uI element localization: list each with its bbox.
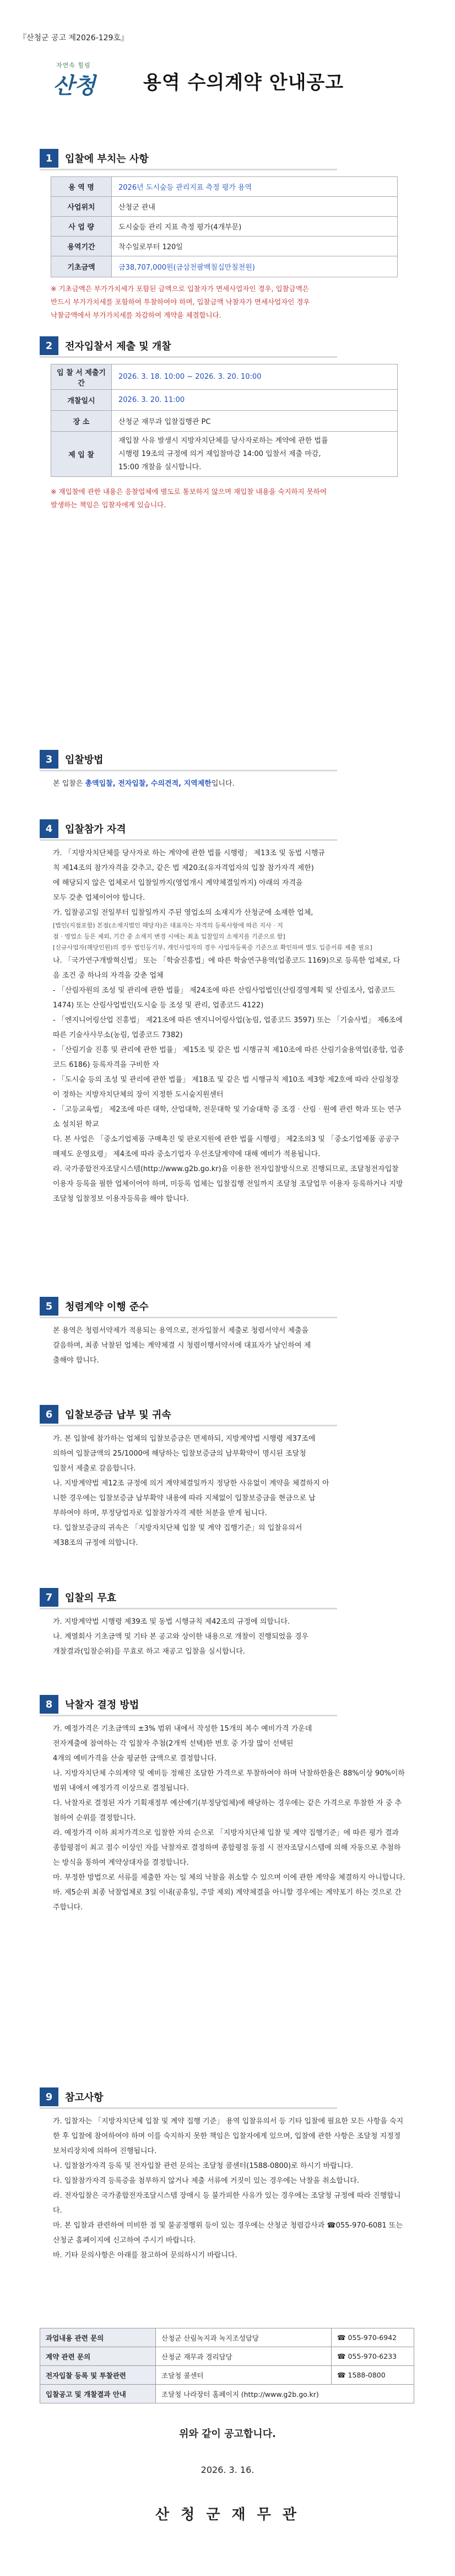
row-label: 입 찰 서 제출기간 <box>51 364 112 390</box>
contact-label: 과업내용 관련 문의 <box>40 2328 156 2347</box>
section-title: 전자입찰서 제출 및 개찰 <box>65 341 171 352</box>
table-row <box>40 2385 414 2403</box>
section-number: 8 <box>40 1695 58 1714</box>
section-divider <box>40 356 337 358</box>
row-label: 제 입 찰 <box>51 432 112 477</box>
submission-period: 2026. 3. 18. 10:00 ~ 2026. 3. 20. 10:00 <box>112 364 398 390</box>
row-label: 용 역 명 <box>51 177 112 197</box>
base-amount: 금38,707,000원(금삼천팔백칠십만칠천원) <box>112 256 398 277</box>
section-divider <box>40 1608 337 1609</box>
table-row <box>40 2366 414 2385</box>
row-label: 사업위치 <box>51 197 112 217</box>
qualification-text: 가. 「지방자치단체를 당사자로 하는 계약에 관한 법률 시행령」 제13조 및 동법 시행규 칙 제14조의 참가자격을 갖추고, 같은 법 제20조(유자격업자의 입찰 참가자격 제한) 에 해당되지 않은 업체로서 입찰일까지(영업개시 계약체결일까지) 아래의 자격을 모두 갖춘 업체이어야 합니다. 가. 입찰공고일 전일부터 입찰일까지 주된 영업소의 소재지가 산청군에 소재한 업체, [법인(지점포함) 본점(소재지법인 해당자)은 대표자는 자격의 등록사항에 따른 지사ᆞ지 점ᆞ영업소 등은 제외, 기간 중 소재지 변경 시에는 최초 입찰일의 소재지를 기준으로 함] [신규사업자(해당인원)의 경우 법인등기부, 개인사업자의 경우 사업자등록증 기준으로 확인하며 별도 입증서류 제출 필요] 나. 「국가연구개발혁신법」 또는 「학술진흥법」에 따른 학술연구용역(업종코드 1169)으로 등록한 업체로, 다음 조건 중 하나의 자격을 갖춘 업체 - 「산림자원의 조성 및 관리에 관한 법률」 제24조에 따른 산림사업법인(산림경영계획 및 산림조사, 업종코드 1474) 또는 산림사업법인(도시숲 등 조성 및 관리, 업종코드 4122) - 「엔지니어링산업 진흥법」 제21조에 따른 엔지니어링사업(농림, 업종코드 3597) 또는 「기술사법」 제6조에 따른 기술사사무소(농림, 업종코드 7382) - 「산림기술 진흥 및 관리에 관한 법률」 제15조 및 같은 법 시행규칙 제10조에 따른 산림기술용역업(종합, 업종코드 6186) 등록자격을 구비한 자 - 「도시숲 등의 조성 및 관리에 관한 법률」 제18조 및 같은 법 시행규칙 제10조 제3항 제2호에 따라 산림청장이 정하는 지방자치단체의 장이 지정한 도시숲지원센터 - 「고등교육법」 제2조에 따른 대학, 산업대학, 전문대학 및 기술대학 중 조경ᆞ산림ᆞ원예 관련 학과 또는 연구소 설치된 학교 다. 본 사업은 「중소기업제품 구매촉진 및 판로지원에 관한 법률 시행령」 제2조의3 및 「중소기업제품 공공구매제도 운영요령」 제4조에 따라 중소기업자 우선조달계약에 대해 예비가 적용됩니다. 라. 국가종합전자조달시스템(http://www.g2b.go.kr)을 이용한 전자입찰방식으로 진행되므로, 조달청전자입찰 이용자 등록을 필한 업체이어야 하며, 미등록 업체는 입찰집행 전일까지 조달청 조달업무 이용자 등록하거나 지방조달청 입찰정보 이용자등록을 해야 합니다. <box>53 849 404 1203</box>
notice-number: 『산청군 공고 제2026-129호』 <box>19 34 128 42</box>
section-4-header <box>40 819 126 838</box>
section-1-header <box>40 149 149 168</box>
reference-text: 가. 입찰자는 「지방자치단체 입찰 및 계약 집행 기준」 용역 입찰유의서 등 기타 입찰에 필요한 모든 사항을 숙지한 후 입찰에 참여하여야 하며 이를 숙지하지 못한 책임은 입찰자에게 있으며, 입찰에 관한 사항은 조달청 지정정보처리장치에 의하여 진행됩니다. 나. 입찰참가자격 등록 및 전자입찰 관련 문의는 조달청 콜센터(1588-0800)로 하시기 바랍니다. 다. 입찰참가자격 등록증을 첨부하지 않거나 제출 서류에 거짓이 있는 경우에는 낙찰을 취소합니다. 라. 전자입찰은 국가종합전자조달시스템 장애시 등 불가피한 사유가 있는 경우에는 조달청 규정에 따라 진행합니다. 마. 본 입찰과 관련하여 미비한 점 및 불공정행위 등이 있는 경우에는 산청군 청렴감사과 ☎055-970-6081 또는 산청군 홈페이지에 신고하여 주시기 바랍니다. 바. 기타 문의사항은 아래를 참고하여 문의하시기 바랍니다. <box>53 2117 404 2260</box>
table-row <box>51 432 398 477</box>
bid-method-text: 본 입찰은 총액입찰, 전자입찰, 수의견적, 지역제한입니다. <box>53 780 235 788</box>
section-divider <box>40 2107 337 2109</box>
contact-label: 전자입찰 등록 및 투찰관련 <box>40 2366 156 2385</box>
project-location: 산청군 관내 <box>112 197 398 217</box>
closing-statement: 위와 같이 공고합니다. <box>179 2428 276 2440</box>
section-7-header <box>40 1588 116 1607</box>
vat-note: ※ 기초금액은 부가가치세가 포함된 금액으로 입찰자가 면세사업자인 경우, 입찰금액은 반드시 부가가치세를 포함하여 투찰하여야 하며, 입찰금액 낙찰자가 면세사업자인 경우 낙찰금액에서 부가가치세를 차감하여 계약을 체결합니다. <box>51 285 310 319</box>
notice-date: 2026. 3. 16. <box>201 2465 254 2475</box>
contact-office: 조달청 콜센터 <box>156 2366 332 2385</box>
section-title: 입찰에 부치는 사항 <box>65 153 149 165</box>
rebid-note: ※ 재입찰에 관한 내용은 응찰업체에 별도로 통보하지 않으며 재입찰 내용을 숙지하지 못하여 발생하는 책임은 입찰자에게 있습니다. <box>51 487 327 509</box>
opening-datetime: 2026. 3. 20. 11:00 <box>112 390 398 411</box>
row-label: 장 소 <box>51 411 112 432</box>
section-title: 입찰참가 자격 <box>65 824 126 835</box>
table-row <box>51 411 398 432</box>
section-number: 9 <box>40 2087 58 2106</box>
deposit-text: 가. 본 입찰에 참가하는 업체의 입찰보증금은 면제하되, 지방계약법 시행령 제37조에 의하여 입찰금액의 25/1000에 해당하는 입찰보증금의 납부확약이 명시된 조달청 입찰서 제출로 갈음합니다. 나. 지방계약법 제12조 규정에 의거 계약체결일까지 정당한 사유없이 계약을 체결하지 아 니한 경우에는 입찰보증금 납부확약 내용에 따라 지체없이 입찰보증금을 현금으로 납 부하여야 하며, 부정당업자로 입찰참가자격 제한 처분을 받게 됩니다. 다. 입찰보증금의 귀속은 「지방자치단체 입찰 및 계약 집행기준」의 입찰유의서 제38조의 규정에 의합니다. <box>53 1435 329 1547</box>
logo-slogan: 자연속 힐링 <box>56 62 91 69</box>
section-title: 낙찰자 결정 방법 <box>65 1699 139 1711</box>
project-volume: 도시숲등 관리 지표 측정 평가(4개부문) <box>112 217 398 237</box>
section-title: 입찰방법 <box>65 754 104 766</box>
submission-table <box>51 364 398 477</box>
section-divider <box>40 1317 337 1318</box>
award-method-text: 가. 예정가격은 기초금액의 ±3% 범위 내에서 작성한 15개의 복수 예비가격 가운데 전자계출에 참여하는 각 입찰자 추첨(2개씩 선택)한 번호 중 가장 많이 선택된 4개의 예비가격을 산술 평균한 금액으로 결정합니다. 나. 지방자치단체 수의계약 및 예비등 정해진 조달한 가격으로 투찰하여야 하며 낙찰하한율은 88%이상 90%이하 범위 내에서 예정가격 이상으로 결정됩니다. 다. 낙찰자로 결정된 자가 기획재정부 예산예기(부정당업체)에 해당하는 경우에는 같은 가격으로 투찰한 자 중 추첨하여 순위를 결정합니다. 라. 예정가격 이하 최저가격으로 입찰한 자의 순으로 「지방자치단체 입찰 및 계약 집행기준」에 따른 평가 결과 종합평점이 최고 점수 이상인 자를 낙찰자로 결정하며 종합평점 동점 시 전자조달시스템에 의해 자동으로 추첨하는 방식을 통하여 계약상대자를 결정합니다. 마. 부정한 방법으로 서류를 제출한 자는 일 체의 낙찰을 취소할 수 있으며 이에 관한 계약을 체결하지 아니합니다. 바. 제5순위 최종 낙찰업체로 3일 이내(공휴일, 주말 제외) 계약체결을 아니할 경우에는 계약포기 하는 것으로 간주합니다. <box>53 1725 405 1912</box>
section-divider <box>40 839 337 841</box>
section-number: 4 <box>40 819 58 838</box>
section-title: 청렴계약 이행 준수 <box>65 1301 149 1313</box>
bid-info-table <box>51 176 398 277</box>
contact-phone: ☎ 1588-0800 <box>332 2366 414 2385</box>
table-row <box>51 217 398 237</box>
service-name: 2026년 도시숲등 관리지표 측정 평가 용역 <box>112 177 398 197</box>
table-row <box>51 237 398 256</box>
contact-label: 계약 관련 문의 <box>40 2347 156 2366</box>
row-label: 기초금액 <box>51 256 112 277</box>
section-number: 6 <box>40 1405 58 1424</box>
service-period: 착수일로부터 120일 <box>112 237 398 256</box>
opening-place: 산청군 재무과 입찰집행관 PC <box>112 411 398 432</box>
contact-table <box>40 2328 414 2403</box>
contact-phone: ☎ 055-970-6233 <box>332 2347 414 2366</box>
section-2-header <box>40 336 171 355</box>
table-row <box>51 390 398 411</box>
section-5-header <box>40 1297 149 1316</box>
contact-office: 산청군 재무과 경리담당 <box>156 2347 332 2366</box>
page-title: 용역 수의계약 안내공고 <box>143 72 344 94</box>
table-row <box>51 177 398 197</box>
table-row <box>51 364 398 390</box>
table-row <box>40 2328 414 2347</box>
section-divider <box>40 1715 337 1716</box>
contact-phone: ☎ 055-970-6942 <box>332 2328 414 2347</box>
g2b-link[interactable]: 조달청 나라장터 홈페이지 (http://www.g2b.go.kr) <box>156 2385 414 2403</box>
section-9-header <box>40 2087 104 2106</box>
section-divider <box>40 770 337 771</box>
table-row <box>40 2347 414 2366</box>
row-label: 용역기간 <box>51 237 112 256</box>
issuer-signature: 산 청 군 재 무 관 <box>155 2507 300 2523</box>
row-label: 사 업 량 <box>51 217 112 237</box>
section-number: 1 <box>40 149 58 168</box>
integrity-text: 본 용역은 청렴서약제가 적용되는 용역으로, 전자입찰서 제출로 청렴서약서 제출을 갈음하며, 최종 낙찰된 업체는 계약체결 시 청렴이행서약서에 대표자가 날인하여 제 출해야 합니다. <box>53 1327 311 1365</box>
section-divider <box>40 169 337 170</box>
section-3-header <box>40 750 104 769</box>
section-divider <box>40 1425 337 1426</box>
section-title: 입찰보증금 납부 및 귀속 <box>65 1409 171 1421</box>
invalid-bid-text: 가. 지방계약법 시행령 제39조 및 동법 시행규칙 제42조의 규정에 의합니다. 나. 계열회사 기초금액 및 기타 본 공고와 상이한 내용으로 개찰이 진행되었을 경우 개찰결과(입찰순위)를 무효로 하고 재공고 입찰을 실시합니다. <box>53 1618 309 1656</box>
section-number: 2 <box>40 336 58 355</box>
section-8-header <box>40 1695 139 1714</box>
contact-label: 입찰공고 및 개찰결과 안내 <box>40 2385 156 2403</box>
row-label: 개찰일시 <box>51 390 112 411</box>
section-number: 7 <box>40 1588 58 1607</box>
section-number: 5 <box>40 1297 58 1316</box>
logo-name: 산청 <box>53 73 96 99</box>
section-title: 참고사항 <box>65 2092 104 2103</box>
section-title: 입찰의 무효 <box>65 1592 117 1604</box>
table-row <box>51 256 398 277</box>
contact-office: 산청군 산림녹지과 녹지조성담당 <box>156 2328 332 2347</box>
rebid-info: 재입찰 사유 발생시 지방자치단체를 당사자로하는 계약에 관한 법률 시행령 19조의 규정에 의거 재입찰마감 14:00 입찰서 제출 마감, 15:00 개찰을 실시합니다. <box>112 432 398 477</box>
section-number: 3 <box>40 750 58 769</box>
section-6-header <box>40 1405 171 1424</box>
table-row <box>51 197 398 217</box>
sancheong-logo <box>53 61 119 121</box>
